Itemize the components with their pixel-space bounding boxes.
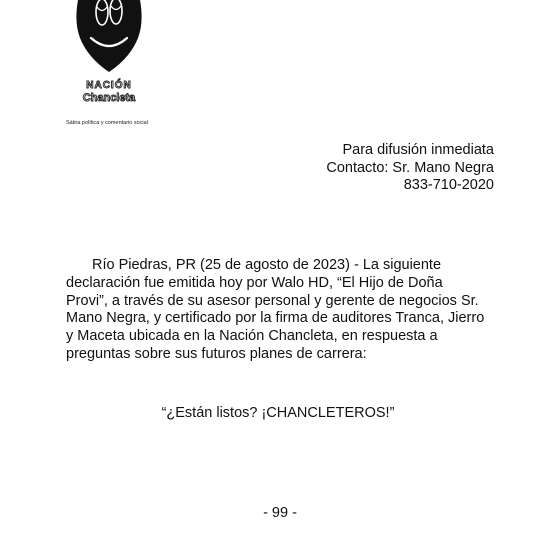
flip-flops-map-pin-icon [64,0,154,110]
press-release-header [326,142,494,195]
quote-text: “¿Están listos? ¡CHANCLETEROS!” [161,405,395,421]
logo-name-line2: Chancleta [82,92,136,104]
logo-tagline: Sátira política y comentario social [66,120,148,126]
page-number: - 99 - [263,505,297,521]
statement-quote [0,405,560,421]
release-phone: 833-710-2020 [403,177,494,193]
nacion-chancleta-logo [64,0,154,104]
logo-name-line1: NACIÓN [86,80,132,91]
release-contact: Contacto: Sr. Mano Negra [326,159,494,176]
statement-paragraph: Río Piedras, PR (25 de agosto de 2023) - La siguiente declaración fue emitida hoy por Walo HD, “El Hijo de Doña Provi”, a través de su asesor personal y gerente de negocios Sr. Mano Negra, y certificado por la firma de auditores Tranca, Jierro y Maceta ubicada en la Nación Chancleta, en respuesta a preguntas sobre sus futuros planes de carrera: [66,257,485,362]
release-immediate: Para difusión inmediata [342,142,494,158]
